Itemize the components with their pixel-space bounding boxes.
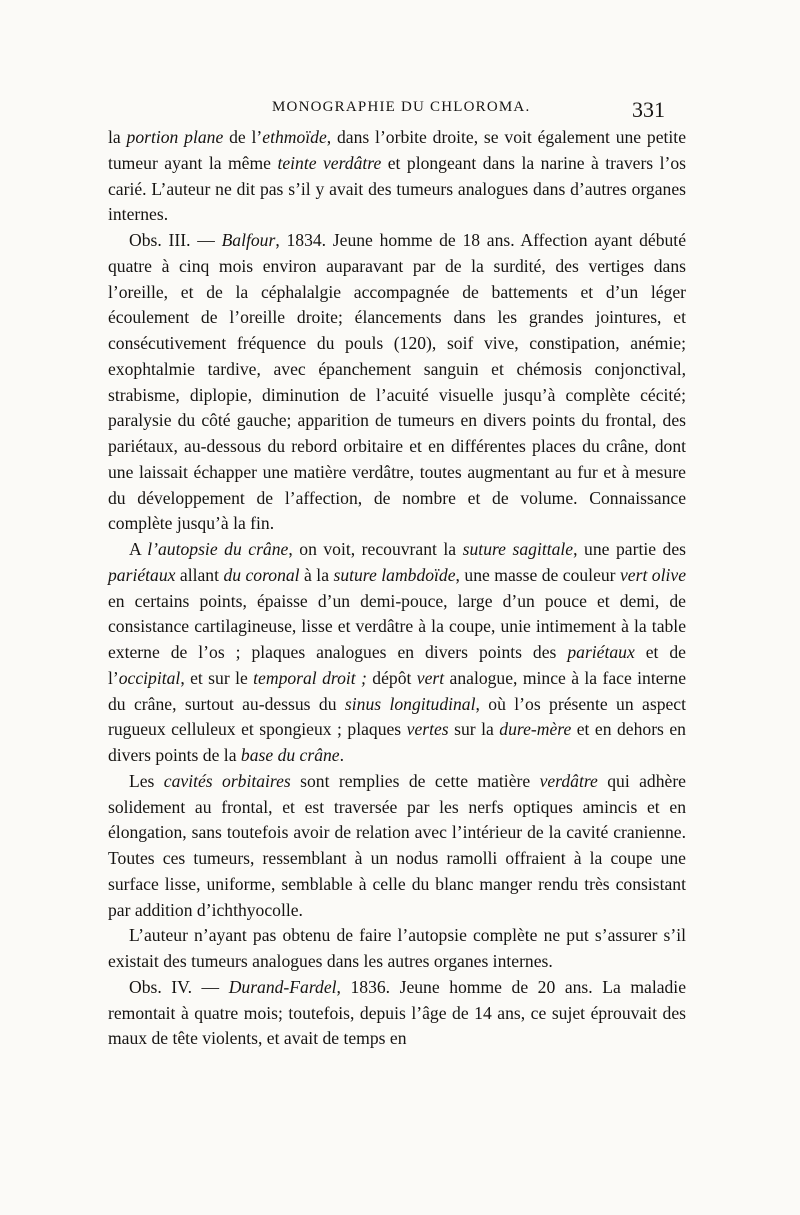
text-run: Les — [129, 770, 164, 791]
running-header — [0, 97, 800, 123]
paragraph — [108, 228, 686, 537]
italic-text-run: temporal droit ; — [253, 667, 367, 688]
italic-text-run: du coronal — [223, 564, 300, 585]
paragraph — [108, 537, 686, 769]
text-run: , une masse de couleur — [455, 564, 620, 585]
text-run: sont remplies de cette matière — [290, 770, 540, 791]
italic-text-run: verdâtre — [539, 770, 598, 791]
body-text — [108, 125, 686, 1052]
text-run: A — [129, 539, 148, 559]
text-run: . — [339, 745, 345, 765]
text-run: dépôt — [366, 667, 417, 688]
text-run: la — [108, 127, 127, 147]
text-run: , une partie des — [573, 539, 687, 559]
text-run: à la — [299, 564, 334, 585]
italic-text-run: vertes — [406, 719, 449, 740]
text-run: Obs. IV. — — [129, 976, 229, 997]
text-run: allant — [175, 564, 224, 585]
italic-text-run: Durand-Fardel — [228, 976, 337, 997]
italic-text-run: Balfour — [221, 230, 276, 250]
text-run: et en dehors en divers points de la — [108, 719, 686, 765]
text-run: en certains points, épaisse d’un demi-pouce, large d’un pouce et demi, de consistance cartilagineuse, lisse et verdâtre à la coupe, unie intimement à la table externe de l’os ; plaques analogues en divers points des — [108, 590, 686, 662]
italic-text-run: dure-mère — [499, 719, 572, 740]
text-run: , et sur le — [180, 667, 254, 688]
text-run: de l’ — [223, 127, 263, 147]
text-run: L’auteur n’ayant pas obtenu de faire l’autopsie complète ne put s’assurer s’il existait des tumeurs analogues dans les autres organes internes. — [108, 925, 686, 971]
text-run: , dans l’orbite droite, se voit également une petite tumeur ayant la même — [108, 127, 687, 173]
paragraph — [108, 125, 686, 228]
page-number: 331 — [632, 97, 665, 122]
text-run: , 1834. Jeune homme de 18 ans. Affection ayant débuté quatre à cinq mois environ auparavant par de la surdité, des vertiges dans l’oreille, et de la céphalalgie accompagnée de battements et d’un léger écoulement de l’oreille droite; élancements dans les grandes jointures, et consécutivement fréquence du pouls (120), soif vive, constipation, anémie; exophtalmie tardive, avec épanchement sanguin et chémosis conjonctival, strabisme, diplopie, diminution de l’acuité visuelle jusqu’à complète cécité; paralysie du côté gauche; apparition de tumeurs en divers points du frontal, des pariétaux, au-dessous du rebord orbitaire et en différentes places du crâne, dont une laissait échapper une matière verdâtre, toutes augmentant au fur et à mesure du développement de l’affection, de nombre et de volume. Connaissance complète jusqu’à la fin. — [108, 230, 687, 534]
text-run: qui adhère solidement au frontal, et est traversée par les nerfs optiques amincis et en élongation, sans toutefois avoir de relation avec l’intérieur de la cavité cranienne. Toutes ces tumeurs, ressemblant à un nodus ramolli offraient à la coupe une surface lisse, uniforme, semblable à celle du blanc manger rendu très consistant par addition d’ichthyocolle. — [108, 770, 686, 920]
paragraph — [108, 769, 686, 924]
italic-text-run: suture sagittale — [462, 539, 574, 559]
text-run: et de l’ — [108, 642, 686, 688]
italic-text-run: pariétaux — [108, 564, 176, 585]
paragraph — [108, 975, 686, 1052]
running-title: MONOGRAPHIE DU CHLOROMA. — [272, 99, 531, 115]
italic-text-run: ethmoïde — [262, 127, 327, 147]
text-run: et plongeant dans la narine à travers l’os carié. L’auteur ne dit pas s’il y avait des tumeurs analogues dans d’autres organes internes. — [108, 152, 686, 225]
text-run: analogue, mince à la face interne du crâne, surtout au-dessus du — [108, 667, 687, 714]
italic-text-run: portion plane — [126, 127, 224, 147]
italic-text-run: sinus longitudinal — [344, 693, 476, 714]
text-run: , on voit, recouvrant la — [288, 539, 463, 559]
italic-text-run: teinte verdâtre — [277, 152, 382, 173]
text-run: , où l’os présente un aspect rugueux celluleux et spongieux ; plaques — [108, 693, 686, 740]
italic-text-run: pariétaux — [567, 642, 635, 662]
italic-text-run: cavités orbitaires — [163, 770, 291, 791]
italic-text-run: suture lambdoïde — [333, 564, 456, 585]
italic-text-run: occipital — [118, 667, 181, 688]
italic-text-run: base du crâne — [240, 745, 340, 765]
italic-text-run: l’autopsie du crâne — [147, 539, 289, 559]
text-run: , 1836. Jeune homme de 20 ans. La maladie remontait à quatre mois; toutefois, depuis l’âge de 14 ans, ce sujet éprouvait des maux de tête violents, et avait de temps en — [108, 976, 687, 1049]
text-run: sur la — [448, 719, 500, 740]
italic-text-run: vert — [416, 667, 445, 688]
text-run: Obs. III. — — [129, 230, 222, 250]
paragraph — [108, 923, 686, 975]
italic-text-run: vert olive — [620, 564, 687, 585]
